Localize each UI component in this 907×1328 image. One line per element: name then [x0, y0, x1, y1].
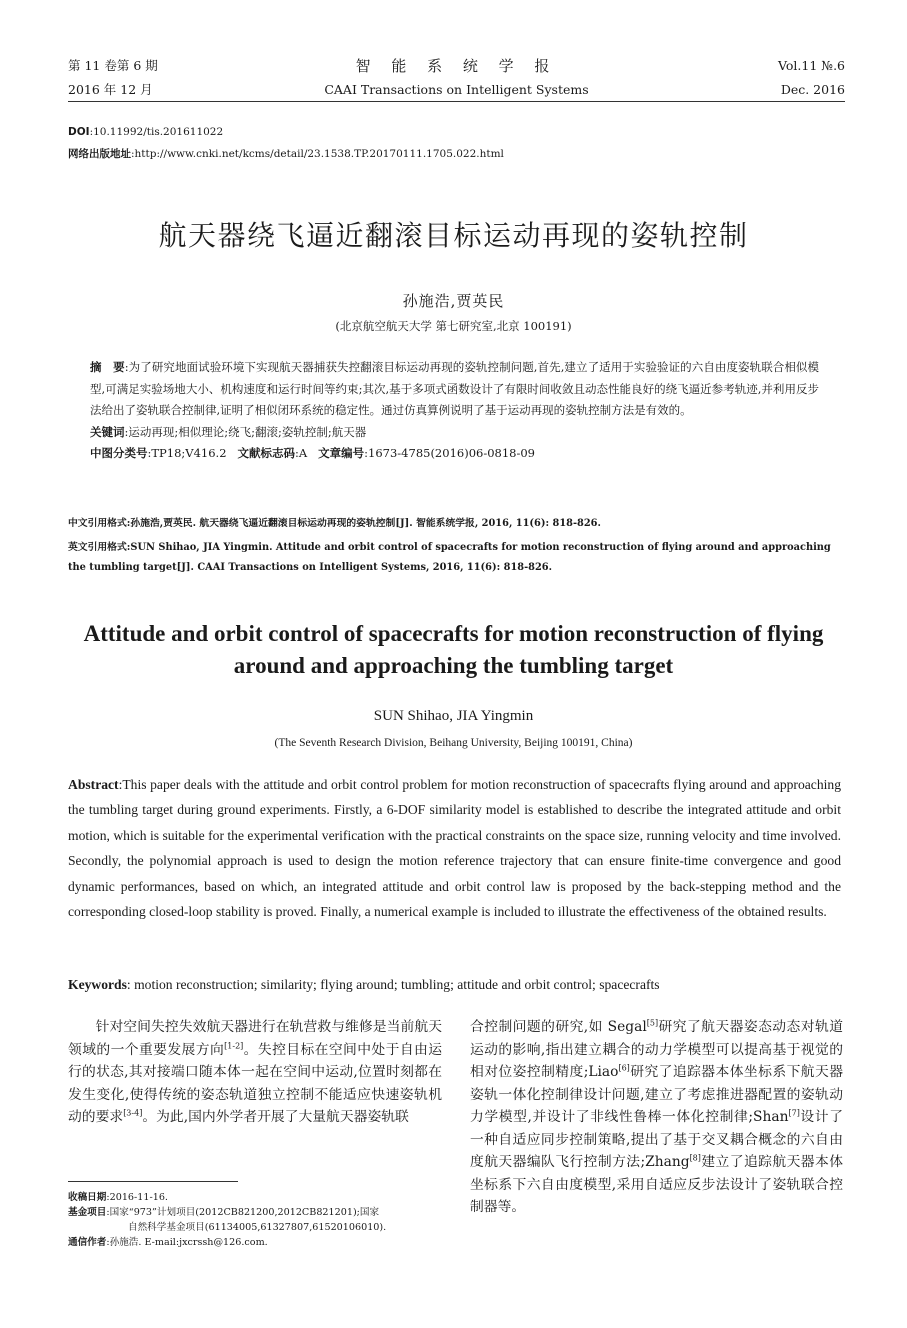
date-en: Dec. 2016 [780, 82, 845, 97]
received-date [68, 1190, 448, 1205]
keywords-en-label: Keywords [68, 977, 127, 992]
corr-value[interactable]: :孙施浩. E-mail:jxcrssh@126.com. [106, 1237, 268, 1248]
volume-issue-en: Vol.11 №.6 [777, 58, 845, 73]
running-header-top [68, 56, 845, 76]
received-value: :2016-11-16. [106, 1192, 168, 1203]
keywords-en-text: : motion reconstruction; similarity; flying around; tumbling; attitude and orbit control; spacecrafts [126, 977, 660, 992]
citation-cn-text: :孙施浩,贾英民. 航天器绕飞逼近翻滚目标运动再现的姿轨控制[J]. 智能系统学报, 2016, 11(6): 818-826. [126, 518, 601, 529]
keywords-cn [90, 422, 819, 444]
doi-label: DOI [68, 126, 90, 138]
doi-value[interactable]: :10.11992/tis.201611022 [89, 126, 224, 138]
online-url-line [68, 146, 504, 162]
paper-title-en: Attitude and orbit control of spacecrafts for motion reconstruction of flying around and approaching the tumbling target [83, 621, 824, 678]
fund-line-2: 自然科学基金项目(61134005,61327807,61520106010). [128, 1222, 387, 1233]
citation-en-text: :SUN Shihao, JIA Yingmin. Attitude and orbit control of spacecrafts for motion reconstruction of flying around and approaching the tumbling target[J]. CAAI Transactions on Intelligent Systems, 2016, 11(6): 818-826. [68, 542, 831, 573]
abstract-cn-block [90, 357, 819, 465]
fund-line-1 [68, 1205, 448, 1220]
abstract-cn [90, 357, 819, 422]
affiliation-cn: (北京航空航天大学 第七研究室,北京 100191) [335, 319, 572, 333]
volume-issue-cn: 第 11 卷第 6 期 [68, 58, 158, 73]
footnote-divider [68, 1181, 238, 1182]
fund-value: :国家“973”计划项目(2012CB821200,2012CB821201);国家 [106, 1207, 380, 1218]
citation-en [68, 538, 845, 578]
body-text: 。失控目标在空间中处于自由运行的状态,其对接端口随本体一起在空间中运动,位置时刻都在发生变化,使得传统的姿态轨道独立控制不能适应快速姿轨机动的要求 [68, 1041, 443, 1125]
citation-ref[interactable]: [1-2] [224, 1040, 244, 1050]
body-text: 合控制问题的研究,如 Segal [470, 1019, 647, 1035]
url-value[interactable]: :http://www.cnki.net/kcms/detail/23.1538.TP.20170111.1705.022.html [131, 148, 504, 160]
body-text: 设计了一种自适应同步控制策略,提出了基于交叉耦合概念的六自由度航天器编队飞行控制方法;Zhang [470, 1109, 843, 1170]
body-paragraph-continued [470, 1016, 843, 1219]
journal-name-en: CAAI Transactions on Intelligent Systems [324, 82, 589, 97]
date-cn: 2016 年 12 月 [68, 82, 153, 97]
affiliation-en: (The Seventh Research Division, Beihang University, Beijing 100191, China) [274, 737, 633, 749]
paper-title-cn: 航天器绕飞逼近翻滚目标运动再现的姿轨控制 [158, 219, 749, 252]
corr-label: 通信作者 [68, 1237, 107, 1248]
citation-ref[interactable]: [7] [788, 1108, 800, 1118]
body-text: 研究了追踪器本体坐标系下航天器姿轨一体化控制律设计问题,建立了考虑推进器配置的姿轨动力学模型,并设计了非线性鲁棒一体化控制律;Shan [470, 1064, 844, 1125]
body-column-left [68, 1016, 442, 1129]
doi-line [68, 124, 223, 140]
keywords-en [68, 974, 845, 996]
footnote-block [68, 1190, 448, 1250]
url-label: 网络出版地址 [68, 148, 131, 160]
body-column-right [470, 1016, 843, 1219]
body-text: 针对空间失控失效航天器进行在轨营救与维修是当前航天领域的一个重要发展方向 [68, 1019, 442, 1058]
citation-ref[interactable]: [8] [689, 1153, 701, 1163]
fund-label: 基金项目 [68, 1207, 107, 1218]
articleno-value: :1673-4785(2016)06-0818-09 [364, 446, 535, 460]
articleno-label: 文章编号 [318, 446, 365, 460]
running-header-bottom [68, 80, 845, 100]
citation-cn-label: 中文引用格式 [68, 518, 127, 529]
body-text: 建立了追踪航天器本体坐标系下六自由度模型,采用自适应反步法设计了姿轨联合控制器等。 [470, 1154, 843, 1215]
abstract-en-label: Abstract [68, 777, 119, 792]
citation-ref[interactable]: [5] [646, 1018, 659, 1028]
body-text: 研究了航天器姿态动态对轨道运动的影响,指出建立耦合的动力学模型可以提高基于视觉的相对位姿控制精度;Liao [470, 1019, 843, 1080]
abstract-cn-text: :为了研究地面试验环境下实现航天器捕获失控翻滚目标运动再现的姿轨控制问题,首先,建立了适用于实验验证的六自由度姿轨联合相似模型,可满足实验场地大小、机构速度和运行时间等约束;其次,基于多项式函数设计了有限时间收敛且动态性能良好的绕飞逼近参考轨迹,并利用反步法给出了姿轨联合控制律,证明了相似闭环系统的稳定性。通过仿真算例说明了基于运动再现的姿轨控制方法是有效的。 [90, 360, 819, 417]
clc-label: 中图分类号 [90, 446, 148, 460]
doccode-label: 文献标志码 [237, 446, 295, 460]
authors-cn: 孙施浩,贾英民 [402, 292, 505, 310]
authors-en: SUN Shihao, JIA Yingmin [373, 708, 534, 724]
citation-en-label: 英文引用格式 [68, 542, 127, 553]
abstract-cn-label: 摘 要 [90, 360, 125, 374]
journal-name-cn: 智 能 系 统 学 报 [355, 57, 558, 75]
citation-ref[interactable]: [3-4] [123, 1108, 143, 1118]
doccode-value: :A [295, 446, 308, 460]
abstract-en [68, 772, 841, 924]
classification-line [90, 443, 819, 465]
header-divider [68, 101, 845, 102]
citation-cn [68, 514, 845, 534]
keywords-cn-label: 关键词 [90, 424, 125, 439]
abstract-en-text: :This paper deals with the attitude and orbit control problem for motion reconstruction of spacecrafts flying around and approaching the tumbling target during ground experiments. Firstly, a 6-DOF similarity model is established to describe the integrated attitude and orbit motion, which is suitable for the experimental verification with the practical constraints on the space size, running velocity and time involved. Secondly, the polynomial approach is used to design the motion reference trajectory that can ensure finite-time convergence and good dynamic performances, based on which, an integrated attitude and orbit control law is proposed by the back-stepping method and the corresponding closed-loop stability is proved. Finally, a numerical example is included to illustrate the effectiveness of the obtained results. [68, 777, 841, 920]
corresponding-author [68, 1235, 448, 1250]
received-label: 收稿日期 [68, 1192, 107, 1203]
keywords-cn-text: :运动再现;相似理论;绕飞;翻滚;姿轨控制;航天器 [124, 424, 367, 439]
citation-ref[interactable]: [6] [618, 1063, 630, 1073]
body-paragraph-intro [68, 1016, 442, 1129]
body-text: 。为此,国内外学者开展了大量航天器姿轨联 [142, 1109, 409, 1125]
clc-value: :TP18;V416.2 [147, 446, 227, 460]
